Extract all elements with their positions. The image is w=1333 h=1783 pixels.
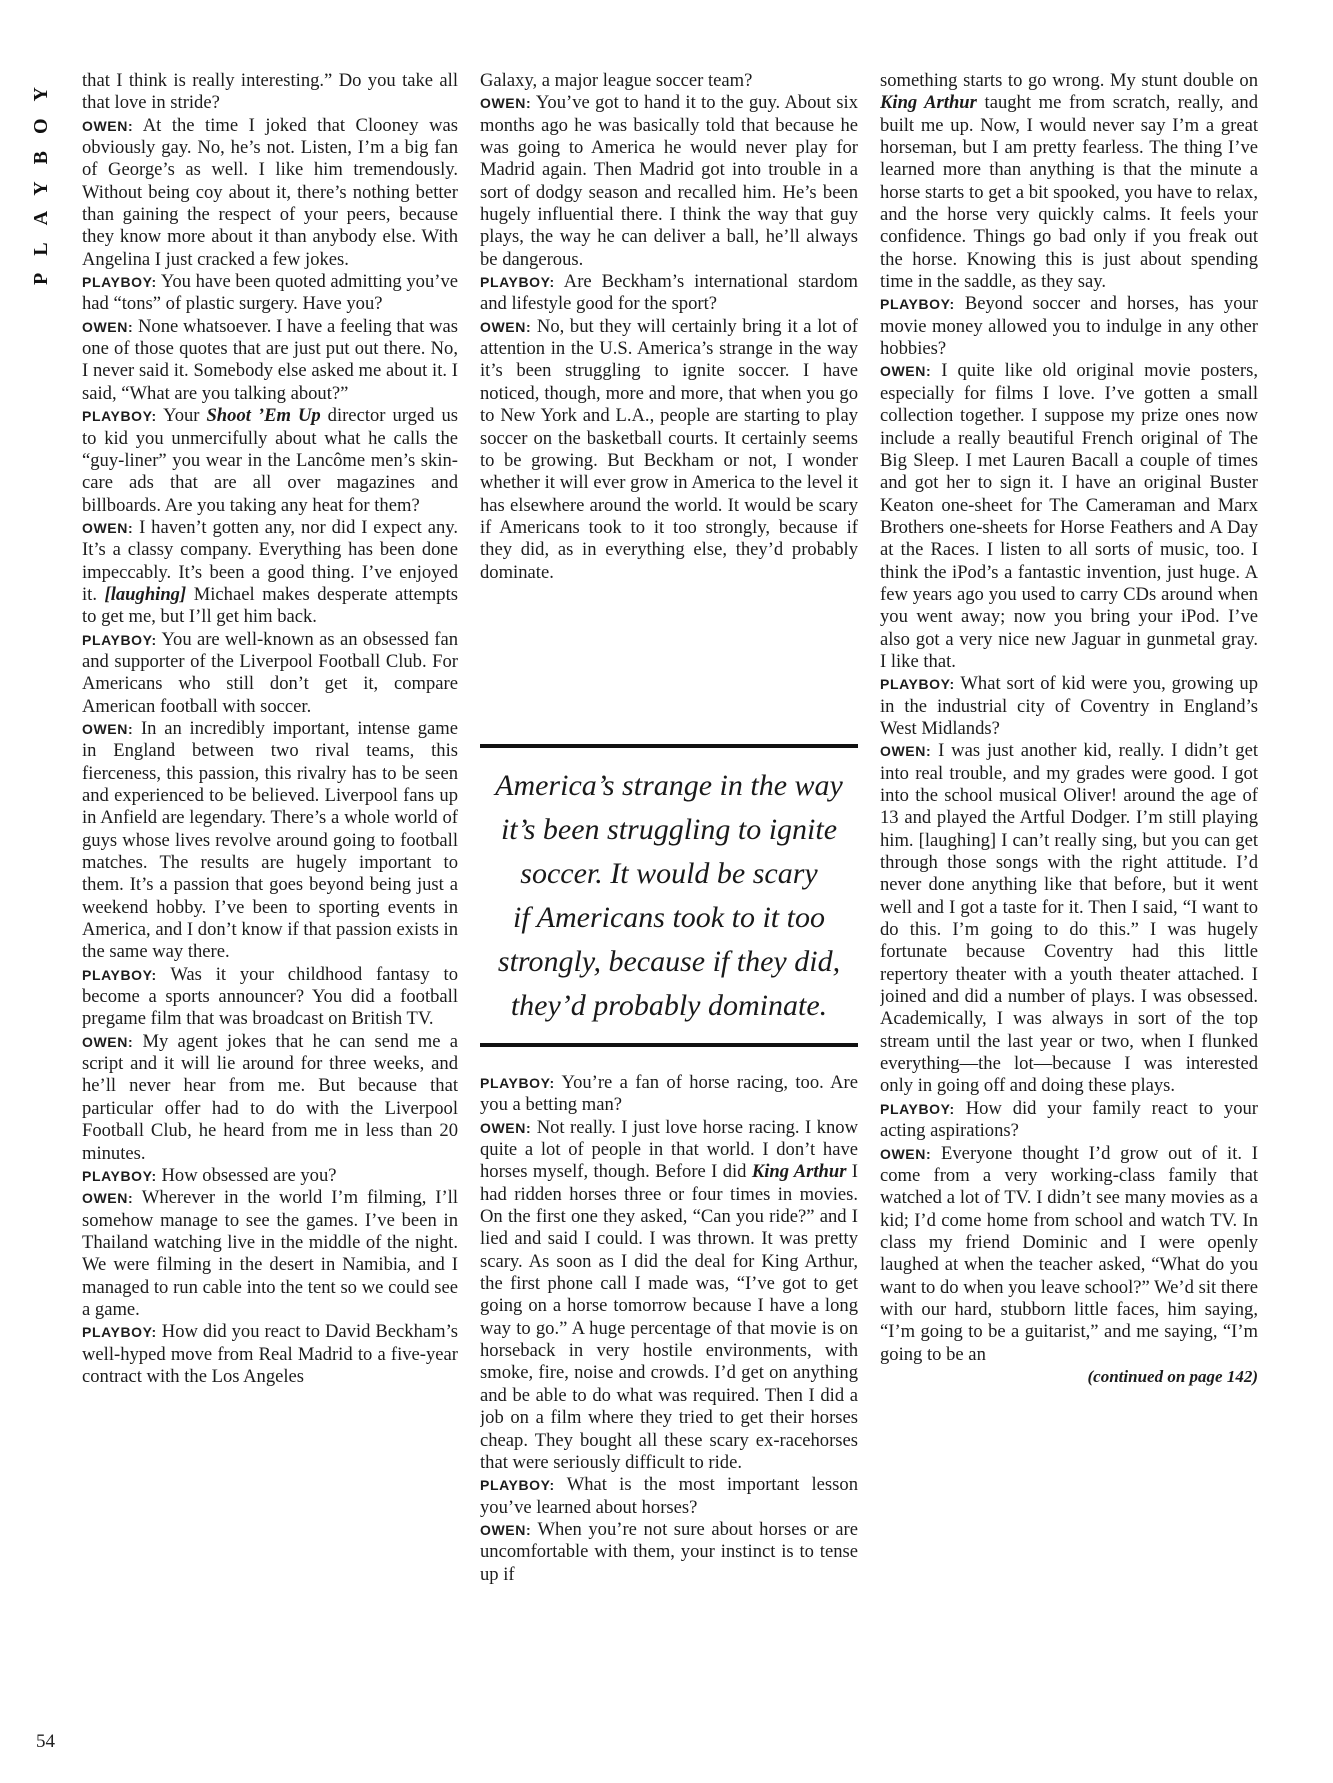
article-paragraph — [82, 517, 458, 629]
paragraph-text: Your — [163, 405, 207, 427]
article-paragraph — [880, 293, 1258, 360]
article-paragraph — [82, 70, 458, 115]
paragraph-text: Not really. I just love horse racing. I know quite a lot of people in that world. I don’t have horses myself, though. Before I did — [480, 1116, 858, 1183]
article-paragraph — [82, 405, 458, 517]
paragraph-text: I haven’t gotten any, nor did I expect any. It’s a classy company. Everything has been done impeccably. It’s been a good thing. I’ve enjoyed it. — [82, 516, 458, 605]
article-paragraph — [880, 740, 1258, 1098]
article-paragraph — [82, 115, 458, 271]
paragraph-text: You are well-known as an obsessed fan and supporter of the Liverpool Football Club. For Americans who still don’t get it, compare American football with soccer. — [82, 628, 458, 717]
paragraph-text: At the time I joked that Clooney was obviously gay. No, he’s not. Listen, I’m a big fan of George’s as well. I like him tremendously. Without being coy about it, there’s nothing better than gaining the respect of your peers, because they know more about it than anybody else. With Angelina I just cracked a few jokes. — [82, 114, 458, 270]
paragraph-text: How did your family react to your acting aspirations? — [880, 1097, 1258, 1142]
paragraph-text: What sort of kid were you, growing up in the industrial city of Coventry in England’s West Midlands? — [880, 673, 1258, 739]
article-column-3-body — [880, 70, 1258, 1366]
article-paragraph — [82, 964, 458, 1031]
article-paragraph — [480, 1474, 858, 1519]
article-paragraph — [880, 1098, 1258, 1143]
paragraph-text: My agent jokes that he can send me a script and it will lie around for three weeks, and he’ll never hear from me. But because that particular offer had to do with the Liverpool Football Club, he heard from me in less than 20 minutes. — [82, 1030, 458, 1164]
speaker-label: PLAYBOY: — [82, 1324, 157, 1341]
paragraph-text: What is the most important lesson you’ve learned about horses? — [480, 1474, 858, 1518]
paragraph-text: Everyone thought I’d grow out of it. I come from a very working-class family that watched a lot of TV. I didn’t see many movies as a kid; I’d come home from school and watch TV. In class my friend Dominic and I were openly laughed at when the teacher asked, “What do you want to do when you leave school?” We’d sit there with our hard, stubborn little faces, him saying, “I’m going to be a guitarist,” and me saying, “I’m going to be an — [880, 1142, 1258, 1365]
speaker-label: PLAYBOY: — [82, 966, 157, 983]
speaker-label: OWEN: — [480, 318, 532, 335]
article-paragraph — [82, 1031, 458, 1165]
speaker-label: PLAYBOY: — [82, 1167, 157, 1184]
article-paragraph — [480, 92, 858, 271]
article-paragraph — [82, 718, 458, 964]
speaker-label: PLAYBOY: — [880, 1100, 955, 1117]
speaker-label: PLAYBOY: — [82, 274, 157, 291]
speaker-label: OWEN: — [82, 117, 134, 134]
article-paragraph — [480, 1519, 858, 1586]
speaker-label: PLAYBOY: — [82, 408, 157, 425]
article-paragraph — [880, 1143, 1258, 1366]
pull-quote-line: America’s strange in the way — [495, 768, 843, 802]
paragraph-text: Michael makes desperate attempts to get me, but I’ll get him back. — [82, 583, 458, 628]
speaker-label: PLAYBOY: — [480, 1477, 555, 1494]
pull-quote-line: they’d probably dominate. — [510, 988, 828, 1022]
paragraph-text: something starts to go wrong. My stunt double on — [880, 70, 1258, 91]
italic-title: Shoot ’Em Up — [206, 405, 321, 427]
paragraph-text: You’ve got to hand it to the guy. About six months ago he was basically told that because he was going to America he would never play for Madrid again. Then Madrid got into trouble in a sort of dodgy season and recalled him. He’s been hugely influential there. I think the way that guy plays, the way he can deliver a ball, he’ll always be dangerous. — [480, 92, 858, 270]
article-paragraph — [82, 271, 458, 316]
pull-quote — [480, 744, 858, 1047]
paragraph-text: I quite like old original movie posters, especially for films I love. I’ve gotten a small collection together. I suppose my prize ones now include a really beautiful French original of The Big Sleep. I met Lauren Bacall a couple of times and got her to sign it. I have an original Buster Keaton one-sheet for The Cameraman and Marx Brothers one-sheets for Horse Feathers and A Day at the Races. I listen to all sorts of music, too. I think the iPod’s a fantastic invention, just huge. A few years ago you used to carry CDs around when you went away; now you bring your iPod. I’ve also got a very nice new Jaguar in gunmetal gray. I like that. — [880, 360, 1258, 672]
article-paragraph — [82, 1321, 458, 1388]
paragraph-text: Wherever in the world I’m filming, I’ll somehow manage to see the games. I’ve been in Thailand watching live in the middle of the night. We were filming in the desert in Namibia, and I managed to run cable into the tent so we could see a game. — [82, 1187, 458, 1320]
article-paragraph — [480, 271, 858, 316]
paragraph-text: director urged us to kid you unmercifully about what he calls the “guy-liner” you wear in the Lancôme men’s skin-care ads that are all over magazines and billboards. Are you taking any heat for them? — [82, 405, 458, 516]
speaker-label: OWEN: — [82, 720, 134, 737]
speaker-label: OWEN: — [480, 1521, 532, 1538]
article-paragraph — [880, 673, 1258, 740]
paragraph-text: Galaxy, a major league soccer team? — [480, 70, 753, 91]
continued-note: (continued on page 142) — [1087, 1366, 1258, 1386]
paragraph-text: You’re a fan of horse racing, too. Are you a betting man? — [480, 1072, 858, 1116]
article-column-2-top — [480, 70, 858, 730]
paragraph-text: In an incredibly important, intense game in England between two rival teams, this fierceness, this passion, this rivalry has to be seen and experienced to be believed. Liverpool fans up in Anfield are legendary. There’s a whole world of guys whose lives revolve around going to football matches. The results are hugely important to them. It’s a passion that goes beyond being just a weekend hobby. I’ve been to sporting events in America, and I don’t know if that passion exists in the same way there. — [82, 717, 458, 963]
speaker-label: OWEN: — [880, 743, 932, 760]
paragraph-text: How obsessed are you? — [161, 1164, 337, 1186]
speaker-label: PLAYBOY: — [82, 631, 157, 648]
paragraph-text: None whatsoever. I have a feeling that was one of those quotes that are just put out there. No, I never said it. Somebody else asked me about it. I said, “What are you talking about?” — [82, 315, 458, 404]
speaker-label: OWEN: — [880, 1145, 932, 1162]
article-paragraph — [880, 70, 1258, 293]
speaker-label: PLAYBOY: — [480, 274, 555, 291]
paragraph-text: Was it your childhood fantasy to become a sports announcer? You did a football pregame film that was broadcast on British TV. — [82, 963, 458, 1030]
article-column-3 — [880, 70, 1258, 1742]
paragraph-text: Beyond soccer and horses, has your movie money allowed you to indulge in any other hobbies? — [880, 293, 1258, 360]
paragraph-text: How did you react to David Beckham’s well-hyped move from Real Madrid to a five-year contract with the Los Angeles — [82, 1321, 458, 1387]
speaker-label: OWEN: — [82, 318, 134, 335]
paragraph-text: that I think is really interesting.” Do you take all that love in stride? — [82, 70, 458, 114]
article-paragraph — [480, 316, 858, 584]
paragraph-text: I was just another kid, really. I didn’t get into real trouble, and my grades were good. I got into the school musical Oliver! around the age of 13 and played the Artful Dodger. I’m still playing him. [laughing] I can’t really sing, but you can get through those songs with the right attitude. I’d never done anything like that before, but it went well and I got a taste for it. Then I said, “I want to do this. I’m going to do this.” I was hugely fortunate because Coventry had this little repertory theater with a youth theater attached. I joined and did a number of plays. I was obsessed. Academically, I was always in sort of the top stream until the last year or two, when I flunked everything—the lot—because I was interested only in going off and doing these plays. — [880, 740, 1258, 1097]
paragraph-text: Are Beckham’s international stardom and lifestyle good for the sport? — [480, 271, 858, 315]
pull-quote-line: strongly, because if they did, — [497, 944, 841, 978]
paragraph-text: You have been quoted admitting you’ve had “tons” of plastic surgery. Have you? — [82, 271, 458, 315]
article-paragraph — [82, 1165, 458, 1187]
paragraph-text: No, but they will certainly bring it a lot of attention in the U.S. America’s strange in the way it’s been struggling to ignite soccer. I have noticed, though, more and more, that when you go to New York and L.A., people are starting to play soccer on the basketball courts. It certainly seems to be growing. But Beckham or not, I wonder whether it will ever grow in America to the level it has elsewhere around the world. It would be scary if Americans took to it too strongly, because if they did, as in everything else, they’d probably dominate. — [480, 315, 858, 583]
article-paragraph — [82, 1187, 458, 1321]
speaker-label: PLAYBOY: — [880, 296, 955, 313]
paragraph-text: When you’re not sure about horses or are uncomfortable with them, your instinct is to tense up if — [480, 1518, 858, 1585]
article-paragraph — [480, 1117, 858, 1475]
page-number: 54 — [36, 1731, 55, 1752]
paragraph-text: taught me from scratch, really, and built me up. Now, I would never say I’m a great horseman, but I am pretty fearless. The thing I’ve learned more than anything is that the minute a horse starts to get a bit spooked, you have to relax, and the horse very quickly calms. It feels your confidence. Things go bad only if you freak out the horse. Knowing this is just about spending time in the saddle, as they say. — [880, 92, 1258, 293]
article-column-1 — [82, 70, 458, 1742]
magazine-logo: PLAYBOY — [30, 70, 52, 285]
pull-quote-line: it’s been struggling to ignite — [500, 812, 838, 846]
italic-title: [laughing] — [104, 583, 187, 605]
article-paragraph — [480, 70, 858, 92]
pull-quote-line: if Americans took to it too — [513, 900, 825, 934]
speaker-label: PLAYBOY: — [880, 676, 955, 693]
speaker-label: OWEN: — [82, 1190, 134, 1207]
article-column-2-bottom — [480, 1072, 858, 1742]
italic-title: King Arthur — [751, 1161, 847, 1183]
article-paragraph — [480, 1072, 858, 1117]
speaker-label: OWEN: — [82, 1033, 134, 1050]
article-paragraph — [82, 316, 458, 405]
speaker-label: OWEN: — [880, 363, 932, 380]
italic-title: King Arthur — [880, 92, 977, 114]
article-paragraph — [82, 629, 458, 718]
speaker-label: PLAYBOY: — [480, 1075, 555, 1091]
speaker-label: OWEN: — [480, 95, 532, 112]
speaker-label: OWEN: — [480, 1119, 532, 1136]
speaker-label: OWEN: — [82, 519, 134, 536]
pull-quote-line: soccer. It would be scary — [520, 856, 818, 890]
paragraph-text: I had ridden horses three or four times in movies. On the first one they asked, “Can you ride?” and I lied and said I could. I was thrown. It was pretty scary. As soon as I did the deal for King Arthur, the first phone call I made was, “I’ve got to get going on a horse tomorrow because I have a long way to go.” A huge percentage of that movie is on horseback in very hostile environments, with smoke, fire, noise and crowds. I’d get on anything and be able to do what was required. Then I did a job on a film where they tried to get their horses cheap. They bought all these scary ex-racehorses that were seriously difficult to ride. — [480, 1161, 858, 1473]
article-paragraph — [880, 360, 1258, 673]
